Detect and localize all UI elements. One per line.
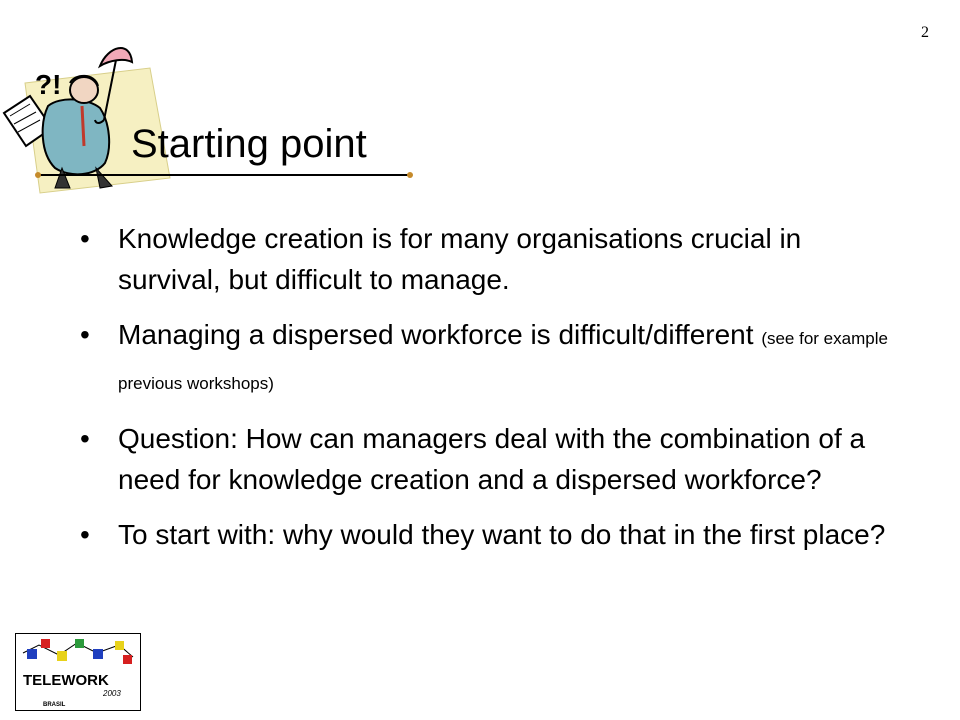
logo-name: TELEWORK [23,672,109,689]
bullet-item [80,514,900,555]
title-underline [0,165,420,185]
bullet-item [80,218,900,300]
bullet-marker: • [80,423,90,454]
bullet-text: Knowledge creation is for many organisations crucial in survival, but difficult to manage. [118,223,802,295]
bullet-text: To start with: why would they want to do that in the first place? [118,519,886,550]
page-number: 2 [921,24,929,41]
bullet-item [80,418,900,500]
slide-title: Starting point [131,122,367,166]
logo-country: BRASIL [43,702,66,708]
bullet-marker: • [80,319,90,350]
clipart-text: ?! [35,69,62,100]
telework-logo [15,633,141,711]
bullet-marker: • [80,223,90,254]
bullet-list [80,218,900,569]
bullet-note: (see for example previous workshops) [118,329,888,393]
bullet-text: Question: How can managers deal with the combination of a need for knowledge creation and a dispersed workforce? [118,423,866,495]
logo-year: 2003 [103,689,121,698]
bullet-text: Managing a dispersed workforce is difficult/different [118,319,754,350]
bullet-marker: • [80,519,90,550]
bullet-item [80,314,900,404]
